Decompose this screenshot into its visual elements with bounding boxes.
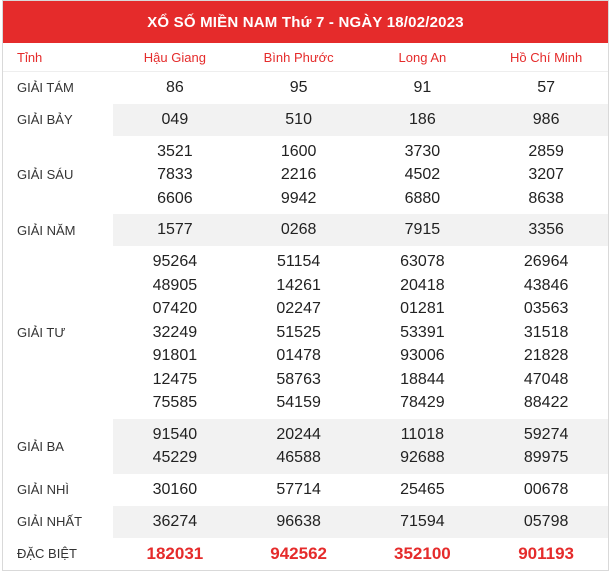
prize-label: GIẢI SÁU: [17, 167, 74, 183]
prize-number: 01478: [276, 347, 321, 364]
prize-label: ĐẶC BIỆT: [17, 546, 77, 561]
lottery-results-panel: [2, 0, 609, 571]
prize-number: 89975: [523, 449, 569, 466]
prize-cell: [237, 136, 361, 215]
special-prize-number: 901193: [518, 543, 575, 563]
prize-number: 18844: [400, 370, 445, 388]
prize-number: 510: [285, 110, 312, 128]
prize-cell: [113, 538, 237, 570]
prize-row: [3, 506, 608, 538]
prize-row: [3, 72, 608, 104]
prize-cell: [237, 246, 361, 419]
prize-row: [3, 104, 608, 136]
prize-number: 47048: [523, 370, 569, 388]
prize-number: 02247: [276, 300, 321, 317]
prize-number: 20418: [400, 276, 445, 294]
prize-number: 53391: [400, 323, 445, 341]
prize-cell: [484, 246, 608, 419]
prize-number: 91540: [152, 425, 198, 443]
prize-number: 9942: [280, 189, 317, 207]
prize-row: [3, 538, 608, 570]
prize-number: 93006: [400, 347, 445, 364]
special-prize-number: 942562: [270, 543, 327, 563]
prize-cell: [484, 136, 608, 215]
prize-cell: [113, 474, 237, 506]
prize-number: 43846: [523, 276, 569, 294]
prize-number: 54159: [276, 394, 321, 411]
prize-number: 1577: [157, 221, 193, 239]
province-column-label: Tỉnh: [3, 43, 113, 72]
prize-cell: [113, 419, 237, 474]
prize-label: GIẢI NHÌ: [17, 482, 70, 497]
results-table: [3, 43, 608, 570]
prize-row: [3, 246, 608, 419]
prize-cell: [113, 506, 237, 538]
prize-number: 2216: [280, 166, 317, 183]
prize-cell: [361, 214, 485, 246]
prize-cell: [361, 136, 485, 215]
prize-label: GIẢI NHẤT: [3, 506, 113, 538]
prize-number: 00678: [523, 480, 569, 498]
prize-number: 049: [161, 110, 189, 128]
prize-number: 91801: [152, 347, 198, 364]
prize-cell: [361, 474, 485, 506]
prize-number: 01281: [400, 300, 445, 317]
prize-cell: [484, 506, 608, 538]
prize-number: 57714: [276, 480, 321, 498]
prize-cell: [484, 419, 608, 474]
prize-number: 59274: [523, 425, 569, 443]
prize-number: 986: [532, 110, 560, 128]
prize-number: 0268: [280, 221, 317, 239]
prize-label: GIẢI NĂM: [3, 214, 113, 246]
prize-cell: [237, 214, 361, 246]
prize-cell: [361, 246, 485, 419]
prize-cell: [237, 474, 361, 506]
prize-cell: [113, 72, 237, 104]
prize-number: 95264: [152, 253, 198, 270]
prize-number: 51154: [276, 253, 321, 270]
prize-cell: [361, 72, 485, 104]
prize-cell: [484, 538, 608, 570]
prize-cell: [237, 506, 361, 538]
prize-number: 86: [165, 79, 184, 96]
prize-cell: [484, 474, 608, 506]
prize-cell: [237, 104, 361, 136]
special-prize-number: 182031: [146, 543, 204, 563]
prize-row: [3, 136, 608, 215]
prize-number: 6880: [404, 189, 441, 207]
prize-number: 48905: [152, 276, 198, 294]
prize-cell: [237, 419, 361, 474]
prize-row: [3, 214, 608, 246]
prize-number: 75585: [152, 394, 198, 411]
prize-cell: [484, 72, 608, 104]
prize-number: 03563: [523, 300, 569, 317]
prize-number: 3356: [528, 221, 564, 239]
prize-label: GIẢI BẢY: [3, 104, 113, 136]
prize-number: 3207: [528, 166, 564, 183]
prize-cell: [361, 419, 485, 474]
prize-number: 30160: [152, 480, 198, 498]
results-title: XỔ SỐ MIỀN NAM Thứ 7 - NGÀY 18/02/2023: [3, 1, 608, 43]
prize-number: 20244: [276, 425, 321, 443]
prize-cell: [361, 538, 485, 570]
prize-number: 32249: [152, 323, 198, 341]
prize-cell: [113, 104, 237, 136]
prize-number: 1600: [280, 142, 317, 160]
province-header-row: [3, 43, 608, 72]
prize-label: GIẢI BA: [3, 419, 113, 474]
prize-number: 78429: [400, 394, 445, 411]
prize-number: 3730: [404, 142, 441, 160]
province-header-ho-chi-minh[interactable]: Hồ Chí Minh: [484, 43, 608, 72]
prize-number: 2859: [528, 142, 564, 160]
prize-row: [3, 419, 608, 474]
prize-label: GIẢI TƯ: [17, 324, 66, 340]
prize-number: 63078: [400, 253, 445, 270]
prize-number: 91: [413, 79, 432, 96]
prize-number: 71594: [400, 512, 445, 530]
prize-cell: [361, 506, 485, 538]
prize-number: 4502: [404, 166, 441, 183]
prize-cell: [113, 136, 237, 215]
prize-number: 05798: [523, 512, 569, 530]
prize-cell: [237, 72, 361, 104]
prize-number: 58763: [276, 370, 321, 388]
province-header-binh-phuoc[interactable]: Bình Phước: [237, 43, 361, 72]
prize-number: 25465: [400, 480, 445, 498]
prize-cell: [484, 104, 608, 136]
prize-label: GIẢI TÁM: [17, 80, 74, 96]
prize-number: 11018: [400, 425, 445, 443]
prize-number: 95: [289, 79, 308, 96]
prize-cell: [361, 104, 485, 136]
prize-number: 7915: [404, 221, 441, 239]
prize-number: 46588: [276, 449, 321, 466]
prize-number: 07420: [152, 300, 198, 317]
prize-cell: [113, 246, 237, 419]
prize-number: 21828: [523, 347, 569, 364]
prize-number: 186: [409, 110, 436, 128]
prize-cell: [484, 214, 608, 246]
prize-number: 51525: [276, 323, 321, 341]
prize-number: 14261: [276, 276, 321, 294]
prize-number: 57: [537, 79, 556, 96]
prize-number: 26964: [523, 253, 569, 270]
prize-number: 3521: [157, 142, 193, 160]
prize-number: 45229: [152, 449, 198, 466]
prize-number: 8638: [528, 189, 564, 207]
prize-cell: [237, 538, 361, 570]
prize-number: 92688: [400, 449, 445, 466]
province-header-long-an[interactable]: Long An: [361, 43, 485, 72]
prize-number: 6606: [157, 189, 193, 207]
special-prize-number: 352100: [394, 543, 451, 563]
prize-number: 36274: [152, 512, 198, 530]
prize-row: [3, 474, 608, 506]
prize-number: 88422: [523, 394, 569, 411]
prize-number: 12475: [152, 370, 198, 388]
prize-number: 31518: [523, 323, 569, 341]
prize-cell: [113, 214, 237, 246]
province-header-hau-giang[interactable]: Hậu Giang: [113, 43, 237, 72]
prize-number: 7833: [157, 166, 193, 183]
prize-number: 96638: [276, 512, 321, 530]
